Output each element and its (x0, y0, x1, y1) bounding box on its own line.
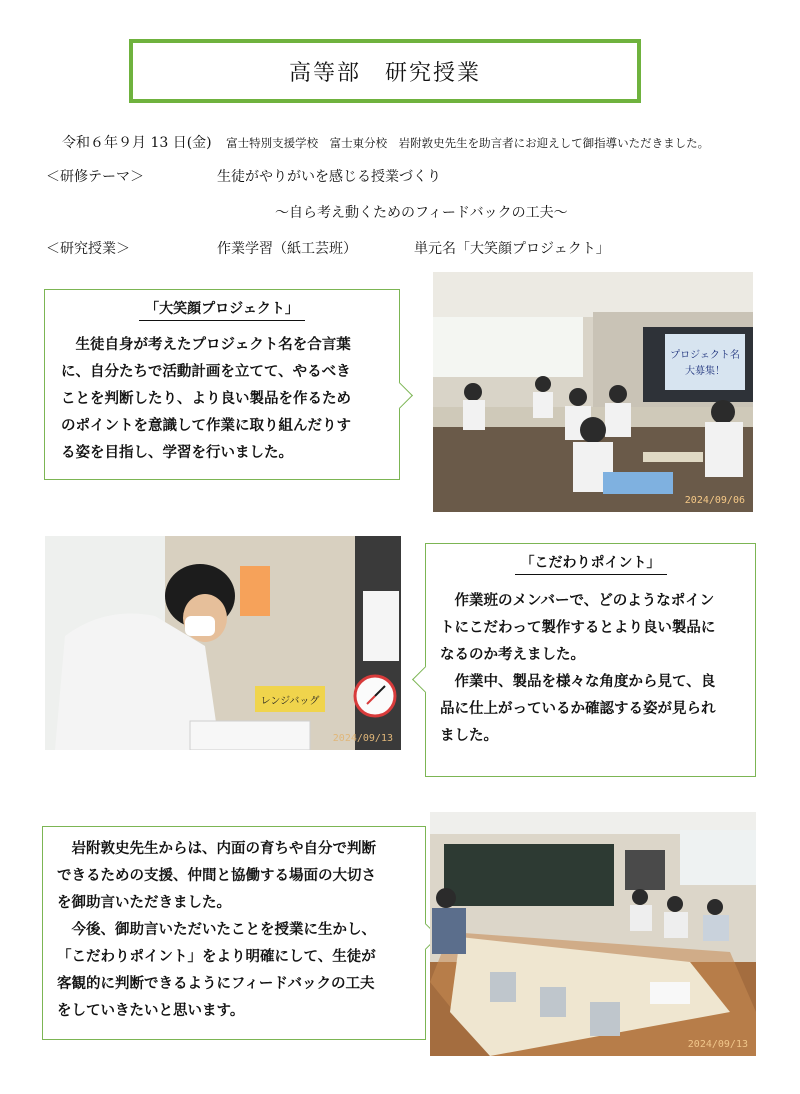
intro-line (62, 132, 709, 152)
advice-line: 今後、御助言いただいたことを授業に生かし、 (71, 921, 376, 938)
project-line: に、自分たちで活動計画を立てて、やるべき (61, 363, 351, 380)
kodawari-line: トにこだわって製作するとより良い製品に (440, 619, 716, 636)
advice-line: できるための支援、仲間と協働する場面の大切さ (57, 867, 376, 884)
kodawari-callout (425, 543, 756, 777)
advice-line: をしていきたいと思います。 (57, 1002, 245, 1019)
theme-label: ＜研修テーマ＞ (46, 169, 144, 185)
project-line: る姿を目指し、学習を行いました。 (61, 444, 293, 461)
intro-text: 富士特別支援学校 富士東分校 岩附敦史先生を助言者にお迎えして御指導いただきました。 (226, 136, 710, 150)
advice-line: 「こだわりポイント」をより明確にして、生徒が (57, 948, 376, 965)
kodawari-line: ました。 (440, 727, 498, 744)
classroom-photo (433, 272, 753, 512)
advice-line: 客観的に判断できるようにフィードバックの工夫 (57, 975, 375, 992)
page-title: 高等部 研究授業 (129, 39, 641, 103)
kodawari-heading: 「こだわりポイント」 (515, 552, 667, 575)
advice-line: を御助言いただきました。 (57, 894, 231, 911)
meeting-photo (430, 812, 756, 1056)
theme-main: 生徒がやりがいを感じる授業づくり (217, 169, 441, 185)
photo-date-stamp: 2024/09/13 (687, 1039, 748, 1050)
kodawari-line: 作業班のメンバーで、どのようなポイン (454, 592, 715, 609)
photo-date-stamp: 2024/09/13 (332, 733, 393, 744)
callout-tail (386, 382, 413, 409)
kodawari-line: 品に仕上がっているか確認する姿が見られ (440, 700, 716, 717)
svg-text:レンジバッグ: レンジバッグ (260, 696, 320, 707)
advice-callout (42, 826, 426, 1040)
lesson-subject: 作業学習（紙工芸班） (217, 241, 357, 257)
student-working-photo (45, 536, 401, 750)
svg-text:プロジェクト名: プロジェクト名 (670, 350, 740, 361)
kodawari-line: なるのか考えました。 (440, 646, 585, 663)
project-line: 生徒自身が考えたプロジェクト名を合言葉 (75, 336, 351, 353)
photo-date-stamp: 2024/09/06 (684, 495, 745, 506)
project-line: ことを判断したり、より良い製品を作るため (61, 390, 351, 407)
intro-date: 令和６年９月 13 日(金) (62, 135, 212, 151)
lesson-label: ＜研究授業＞ (46, 241, 130, 257)
svg-text:大募集！: 大募集！ (685, 366, 725, 377)
project-callout (44, 289, 400, 480)
callout-tail (412, 666, 439, 693)
advice-line: 岩附敦史先生からは、内面の育ちや自分で判断 (71, 840, 376, 857)
theme-sub: ～自ら考え動くためのフィードバックの工夫～ (275, 205, 568, 221)
lesson-unit: 単元名「大笑顔プロジェクト」 (414, 241, 610, 257)
kodawari-line: 作業中、製品を様々な角度から見て、良 (454, 673, 716, 690)
project-line: のポイントを意識して作業に取り組んだりす (61, 417, 351, 434)
project-heading: 「大笑顔プロジェクト」 (139, 298, 305, 321)
